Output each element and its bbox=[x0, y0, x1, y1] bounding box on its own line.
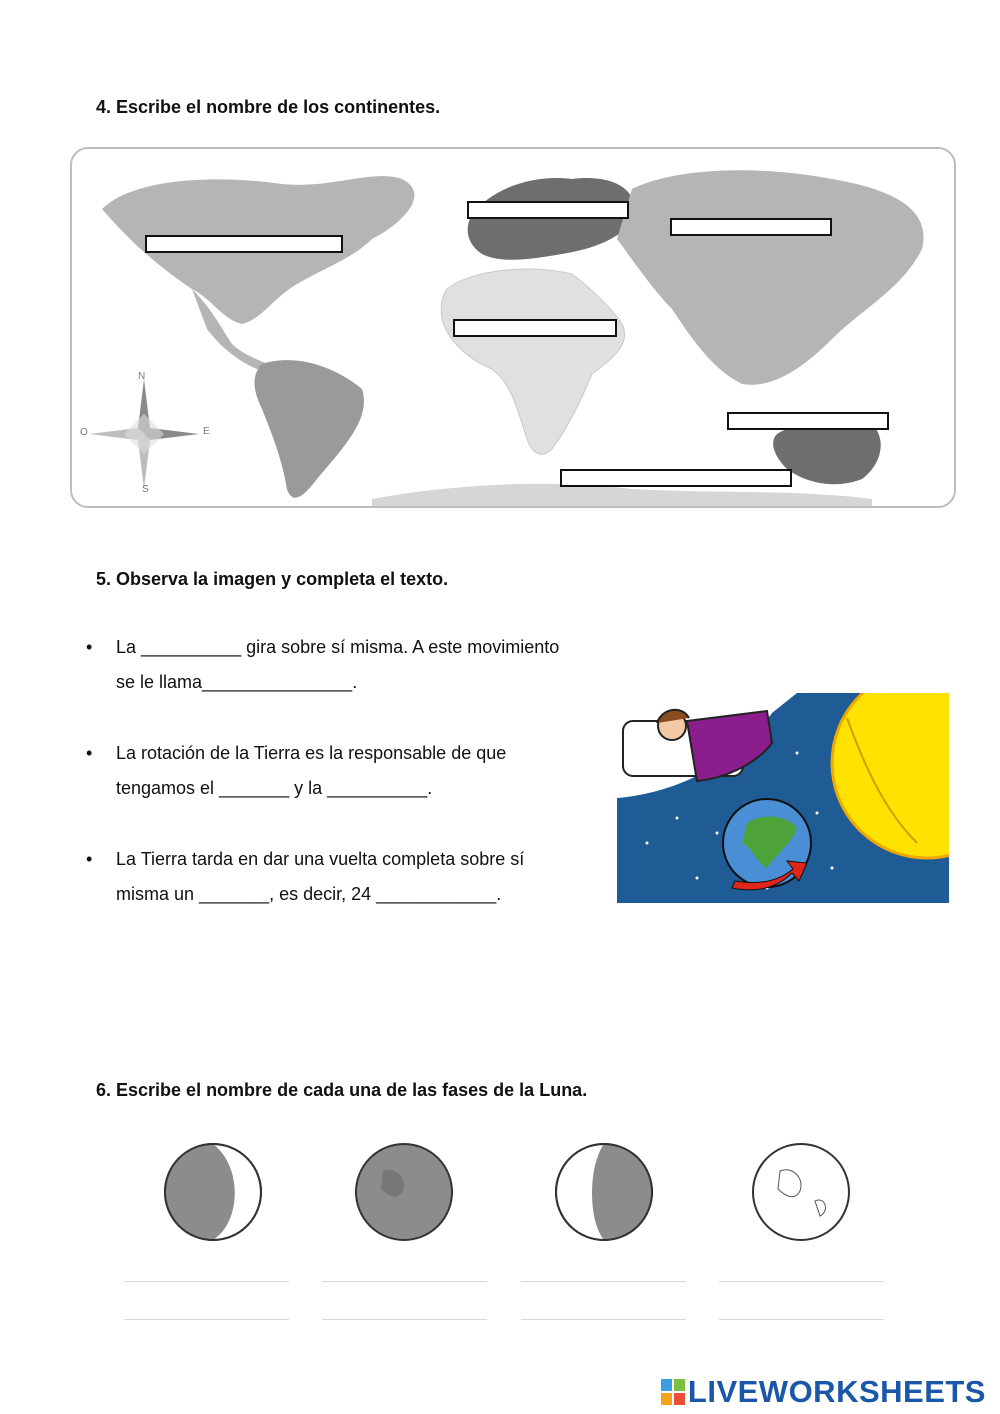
q5-item-1-line1: • La __________ gira sobre sí misma. A este movimiento bbox=[116, 637, 560, 657]
africa-shape bbox=[441, 269, 624, 454]
moon-3-answer-line-1[interactable] bbox=[521, 1281, 686, 1282]
world-map bbox=[70, 147, 956, 508]
moon-phase-1-illustration bbox=[162, 1141, 264, 1243]
compass-rose bbox=[89, 379, 199, 489]
antarctica-shape bbox=[372, 484, 872, 506]
liveworksheets-logo-text: LIVEWORKSHEETS bbox=[687, 1374, 986, 1409]
moon-2-answer-line-1[interactable] bbox=[322, 1281, 487, 1282]
answer-box-africa[interactable] bbox=[453, 319, 617, 337]
moon-2-answer-line-2[interactable] bbox=[322, 1319, 487, 1320]
q5-bullet-list bbox=[86, 630, 626, 948]
q5-item-1 bbox=[86, 630, 626, 700]
compass-south: S bbox=[142, 484, 149, 495]
answer-box-asia[interactable] bbox=[670, 218, 832, 236]
answer-box-europe[interactable] bbox=[467, 201, 629, 219]
q4-title: 4. Escribe el nombre de los continentes. bbox=[96, 97, 441, 117]
moon-phase-3-illustration bbox=[553, 1141, 655, 1243]
compass-north: N bbox=[138, 371, 146, 382]
answer-box-oceania[interactable] bbox=[727, 412, 889, 430]
q5-item-2 bbox=[86, 736, 626, 806]
q5-item-3-line2: misma un _______, es decir, 24 ____________. bbox=[116, 884, 502, 904]
q6-title: 6. Escribe el nombre de cada una de las fases de la Luna. bbox=[96, 1080, 588, 1100]
moon-4-answer-line-1[interactable] bbox=[719, 1281, 884, 1282]
moon-1-answer-line-2[interactable] bbox=[124, 1319, 289, 1320]
q5-item-3 bbox=[86, 842, 626, 912]
answer-box-antarctica[interactable] bbox=[560, 469, 792, 487]
moon-4-answer-line-2[interactable] bbox=[719, 1319, 884, 1320]
q5-title: 5. Observa la imagen y completa el texto. bbox=[96, 569, 449, 589]
q5-item-2-line2: tengamos el _______ y la __________. bbox=[116, 778, 433, 798]
earth-rotation-illustration bbox=[617, 693, 949, 903]
q5-item-3-line1: • La Tierra tarda en dar una vuelta completa sobre sí bbox=[116, 849, 525, 869]
moon-phase-4-illustration bbox=[750, 1141, 852, 1243]
moon-1-answer-line-1[interactable] bbox=[124, 1281, 289, 1282]
south-america-shape bbox=[255, 360, 364, 498]
asia-shape bbox=[617, 170, 924, 384]
moon-3-answer-line-2[interactable] bbox=[521, 1319, 686, 1320]
moon-phase-2-illustration bbox=[353, 1141, 455, 1243]
answer-box-north-america[interactable] bbox=[145, 235, 343, 253]
liveworksheets-logo-icon bbox=[661, 1379, 685, 1405]
liveworksheets-logo bbox=[661, 1374, 986, 1410]
compass-west: O bbox=[80, 427, 88, 438]
q5-item-1-line2: se le llama_______________. bbox=[116, 672, 358, 692]
q5-item-2-line1: • La rotación de la Tierra es la responsable de que bbox=[116, 743, 507, 763]
compass-east: E bbox=[203, 426, 210, 437]
